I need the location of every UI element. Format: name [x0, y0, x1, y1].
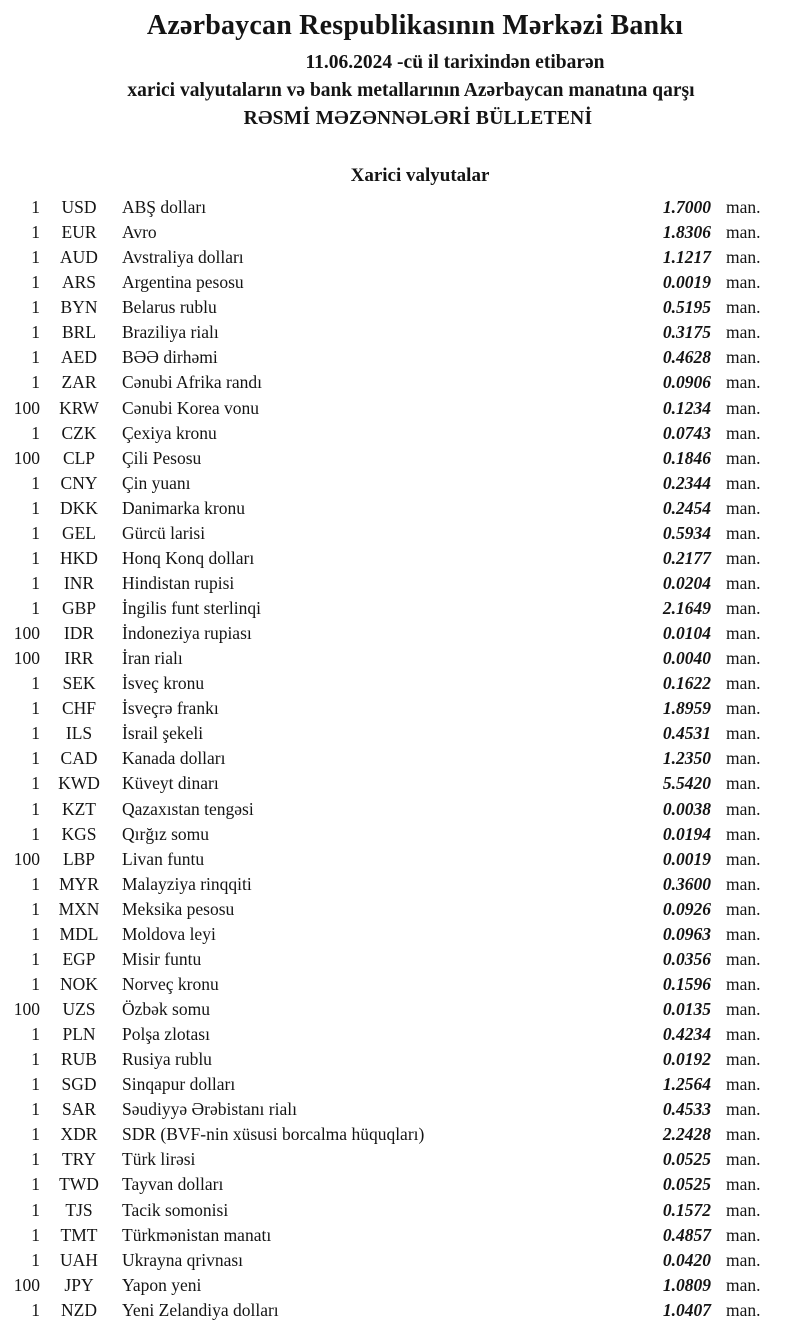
currency-name-cell: BƏƏ dirhəmi [122, 347, 218, 368]
currency-code-cell: DKK [60, 497, 98, 518]
table-row [0, 1047, 800, 1072]
quantity-cell: 1 [31, 347, 40, 368]
quantity-cell: 1 [31, 698, 40, 719]
rate-cell: 0.4857 [662, 1224, 711, 1245]
rate-cell: 1.0809 [662, 1274, 711, 1295]
rate-cell: 0.1572 [662, 1199, 711, 1220]
currency-name-cell: Qazaxıstan tengəsi [122, 798, 254, 819]
quantity-cell: 1 [31, 572, 40, 593]
rate-cell: 2.2428 [662, 1124, 711, 1145]
quantity-cell: 1 [31, 1049, 40, 1070]
unit-cell: man. [726, 698, 761, 719]
currency-name-cell: Honq Konq dolları [122, 547, 255, 568]
quantity-cell: 1 [31, 497, 40, 518]
bulletin-title: RƏSMİ MƏZƏNNƏLƏRİ BÜLLETENİ [243, 108, 593, 129]
table-row [0, 947, 800, 972]
currency-code-cell: USD [61, 197, 97, 217]
currency-name-cell: Səudiyyə Ərəbistanı rialı [122, 1099, 297, 1120]
currency-code-cell: IDR [63, 623, 95, 644]
currency-code-cell: TWD [59, 1174, 99, 1195]
currency-name-cell: Meksika pesosu [122, 898, 235, 919]
table-row [0, 270, 800, 295]
table-row [0, 546, 800, 571]
rate-cell: 0.0104 [662, 623, 711, 644]
currency-code-cell: CNY [60, 472, 98, 493]
currency-name-cell: Tayvan dolları [122, 1174, 224, 1195]
table-row [0, 421, 800, 446]
currency-name-cell: Çexiya kronu [122, 422, 217, 443]
effective-date-line: 11.06.2024 -cü il tarixindən etibarən [305, 52, 605, 73]
currency-name-cell: İndoneziya rupiası [122, 623, 252, 644]
quantity-cell: 1 [31, 372, 40, 393]
unit-cell: man. [726, 522, 761, 543]
quantity-cell: 100 [13, 623, 40, 644]
quantity-cell: 1 [31, 948, 40, 969]
table-row [0, 1298, 800, 1323]
table-row [0, 1122, 800, 1147]
subtitle-line: xarici valyutaların və bank metallarının Azərbaycan manatına qarşı [127, 80, 695, 101]
unit-cell: man. [726, 197, 761, 217]
currency-code-cell: SAR [61, 1099, 97, 1120]
quantity-cell: 100 [13, 648, 40, 669]
rate-cell: 0.0525 [662, 1149, 711, 1170]
quantity-cell: 1 [31, 823, 40, 844]
quantity-cell: 1 [31, 598, 40, 618]
rate-cell: 0.0743 [662, 422, 711, 443]
rate-cell: 0.2454 [662, 497, 711, 518]
quantity-cell: 1 [31, 1124, 40, 1145]
currency-name-cell: Hindistan rupisi [122, 572, 235, 593]
currency-code-cell: EGP [62, 948, 96, 969]
table-row [0, 1147, 800, 1172]
unit-cell: man. [726, 247, 761, 268]
unit-cell: man. [726, 973, 761, 994]
unit-cell: man. [726, 497, 761, 518]
quantity-cell: 1 [31, 297, 40, 318]
table-row [0, 671, 800, 696]
quantity-cell: 1 [31, 1299, 40, 1320]
table-row [0, 1273, 800, 1298]
bulletin-header [0, 8, 800, 132]
unit-cell: man. [726, 1249, 761, 1270]
quantity-cell: 1 [31, 1099, 40, 1120]
currency-code-cell: RUB [61, 1049, 97, 1070]
rate-cell: 0.0135 [662, 999, 711, 1019]
rate-cell: 0.0040 [662, 648, 711, 669]
currency-code-cell: LBP [62, 848, 96, 869]
currency-code-cell: TJS [65, 1199, 93, 1220]
currency-name-cell: İran rialı [122, 648, 183, 669]
quantity-cell: 1 [31, 748, 40, 769]
currency-name-cell: Sinqapur dolları [122, 1074, 236, 1095]
unit-cell: man. [726, 572, 761, 593]
table-row [0, 997, 800, 1022]
unit-cell: man. [726, 1024, 761, 1045]
currency-name-cell: Özbək somu [122, 999, 210, 1019]
rate-cell: 0.3175 [662, 322, 711, 343]
rate-cell: 0.0525 [662, 1174, 711, 1195]
table-row [0, 646, 800, 671]
quantity-cell: 100 [13, 999, 40, 1019]
quantity-cell: 1 [31, 1024, 40, 1045]
unit-cell: man. [726, 1274, 761, 1295]
currency-name-cell: Çin yuanı [122, 472, 191, 493]
rate-cell: 0.1846 [662, 447, 711, 468]
currency-name-cell: İsveçrə frankı [122, 698, 219, 719]
rate-cell: 0.0963 [662, 923, 711, 944]
currency-code-cell: UAH [60, 1249, 98, 1270]
currency-name-cell: Livan funtu [122, 848, 205, 869]
currency-code-cell: ZAR [61, 372, 97, 393]
rate-cell: 1.7000 [662, 197, 711, 217]
currency-name-cell: Qırğız somu [122, 823, 210, 844]
section-title-foreign-currencies: Xarici valyutalar [350, 165, 490, 186]
currency-name-cell: SDR (BVF-nin xüsusi borcalma hüquqları) [122, 1124, 425, 1145]
currency-code-cell: SGD [61, 1074, 97, 1095]
rate-cell: 0.0204 [662, 572, 711, 593]
quantity-cell: 1 [31, 798, 40, 819]
currency-name-cell: Ukrayna qrivnası [122, 1249, 244, 1270]
table-row [0, 1198, 800, 1223]
currency-code-cell: NOK [60, 973, 98, 994]
unit-cell: man. [726, 948, 761, 969]
currency-name-cell: Türkmənistan manatı [122, 1224, 272, 1245]
unit-cell: man. [726, 623, 761, 644]
currency-code-cell: ARS [61, 272, 97, 293]
rate-cell: 1.1217 [662, 247, 711, 268]
currency-name-cell: Tacik somonisi [122, 1199, 229, 1220]
unit-cell: man. [726, 773, 761, 794]
table-row [0, 746, 800, 771]
rate-cell: 0.0356 [662, 948, 711, 969]
currency-code-cell: KRW [59, 397, 99, 418]
unit-cell: man. [726, 1074, 761, 1095]
bank-title: Azərbaycan Respublikasının Mərkəzi Bankı [146, 10, 684, 41]
table-row [0, 922, 800, 947]
quantity-cell: 1 [31, 247, 40, 268]
table-row [0, 721, 800, 746]
unit-cell: man. [726, 898, 761, 919]
rate-cell: 0.1622 [662, 673, 711, 694]
rate-cell: 1.8306 [662, 222, 711, 243]
currency-name-cell: ABŞ dolları [122, 197, 207, 217]
rate-cell: 1.2350 [662, 748, 711, 769]
rate-cell: 0.4533 [662, 1099, 711, 1120]
currency-code-cell: AED [61, 347, 97, 368]
currency-code-cell: KZT [61, 798, 97, 819]
rate-cell: 0.5934 [662, 522, 711, 543]
currency-code-cell: HKD [60, 547, 98, 568]
quantity-cell: 1 [31, 422, 40, 443]
rate-cell: 0.0906 [662, 372, 711, 393]
quantity-cell: 1 [31, 1199, 40, 1220]
table-row [0, 822, 800, 847]
unit-cell: man. [726, 347, 761, 368]
table-row [0, 1248, 800, 1273]
unit-cell: man. [726, 297, 761, 318]
currency-code-cell: CZK [61, 422, 97, 443]
currency-rates-table [0, 195, 800, 1323]
quantity-cell: 1 [31, 322, 40, 343]
currency-code-cell: XDR [60, 1124, 98, 1145]
unit-cell: man. [726, 547, 761, 568]
table-row [0, 872, 800, 897]
currency-code-cell: KWD [58, 773, 100, 794]
table-row [0, 370, 800, 395]
quantity-cell: 1 [31, 898, 40, 919]
table-row [0, 396, 800, 421]
table-row [0, 446, 800, 471]
unit-cell: man. [726, 598, 761, 618]
unit-cell: man. [726, 823, 761, 844]
rate-cell: 0.0038 [662, 798, 711, 819]
quantity-cell: 1 [31, 472, 40, 493]
rate-cell: 0.2344 [662, 472, 711, 493]
rate-cell: 0.0420 [662, 1249, 711, 1270]
table-row [0, 1097, 800, 1122]
quantity-cell: 1 [31, 1224, 40, 1245]
unit-cell: man. [726, 1174, 761, 1195]
quantity-cell: 1 [31, 873, 40, 894]
quantity-cell: 1 [31, 547, 40, 568]
rate-cell: 0.4234 [662, 1024, 711, 1045]
currency-name-cell: Cənubi Afrika randı [122, 372, 262, 393]
currency-name-cell: Kanada dolları [122, 748, 226, 769]
quantity-cell: 1 [31, 197, 40, 217]
currency-code-cell: CHF [61, 698, 97, 719]
table-row [0, 571, 800, 596]
currency-code-cell: CAD [60, 748, 98, 769]
rate-cell: 0.0192 [662, 1049, 711, 1070]
currency-name-cell: Çili Pesosu [122, 447, 202, 468]
rate-cell: 0.1596 [662, 973, 711, 994]
currency-name-cell: Rusiya rublu [122, 1049, 212, 1070]
quantity-cell: 1 [31, 1149, 40, 1170]
quantity-cell: 1 [31, 723, 40, 744]
currency-code-cell: PLN [62, 1024, 96, 1045]
table-row [0, 1223, 800, 1248]
unit-cell: man. [726, 1149, 761, 1170]
currency-name-cell: Danimarka kronu [122, 497, 245, 518]
table-row [0, 847, 800, 872]
currency-name-cell: Braziliya rialı [122, 322, 219, 343]
table-row [0, 320, 800, 345]
table-row [0, 496, 800, 521]
unit-cell: man. [726, 723, 761, 744]
unit-cell: man. [726, 923, 761, 944]
unit-cell: man. [726, 848, 761, 869]
currency-code-cell: NZD [61, 1299, 97, 1320]
unit-cell: man. [726, 372, 761, 393]
table-row [0, 797, 800, 822]
unit-cell: man. [726, 1049, 761, 1070]
currency-code-cell: GBP [61, 598, 97, 618]
currency-name-cell: Cənubi Korea vonu [122, 397, 260, 418]
currency-code-cell: KGS [61, 823, 97, 844]
currency-name-cell: İngilis funt sterlinqi [122, 598, 262, 618]
currency-name-cell: Küveyt dinarı [122, 773, 219, 794]
table-row [0, 1072, 800, 1097]
rate-cell: 0.0019 [662, 848, 711, 869]
quantity-cell: 1 [31, 1249, 40, 1270]
table-row [0, 521, 800, 546]
unit-cell: man. [726, 447, 761, 468]
quantity-cell: 1 [31, 773, 40, 794]
table-row [0, 771, 800, 796]
rate-cell: 0.0019 [662, 272, 711, 293]
unit-cell: man. [726, 397, 761, 418]
unit-cell: man. [726, 648, 761, 669]
rate-cell: 0.0926 [662, 898, 711, 919]
quantity-cell: 1 [31, 923, 40, 944]
currency-code-cell: MXN [58, 898, 100, 919]
table-row [0, 972, 800, 997]
quantity-cell: 1 [31, 522, 40, 543]
rate-cell: 0.5195 [662, 297, 711, 318]
unit-cell: man. [726, 322, 761, 343]
currency-code-cell: MYR [59, 873, 99, 894]
rate-cell: 0.3600 [662, 873, 711, 894]
currency-name-cell: Avstraliya dolları [122, 247, 244, 268]
currency-code-cell: BRL [61, 322, 97, 343]
quantity-cell: 1 [31, 222, 40, 243]
unit-cell: man. [726, 999, 761, 1019]
currency-name-cell: Misir funtu [122, 948, 202, 969]
unit-cell: man. [726, 472, 761, 493]
currency-code-cell: UZS [62, 999, 96, 1019]
table-row [0, 1022, 800, 1047]
unit-cell: man. [726, 1199, 761, 1220]
unit-cell: man. [726, 873, 761, 894]
unit-cell: man. [726, 1224, 761, 1245]
currency-code-cell: SEK [62, 673, 96, 694]
currency-code-cell: ILS [65, 723, 93, 744]
currency-name-cell: İsveç kronu [122, 673, 205, 694]
table-row [0, 596, 800, 621]
rate-cell: 0.0194 [662, 823, 711, 844]
currency-code-cell: MDL [59, 923, 99, 944]
currency-code-cell: EUR [61, 222, 97, 243]
currency-code-cell: CLP [62, 447, 96, 468]
currency-name-cell: Gürcü larisi [122, 522, 206, 543]
quantity-cell: 1 [31, 973, 40, 994]
unit-cell: man. [726, 422, 761, 443]
table-row [0, 195, 800, 220]
currency-name-cell: Argentina pesosu [122, 272, 244, 293]
currency-name-cell: Norveç kronu [122, 973, 219, 994]
rate-cell: 0.4531 [662, 723, 711, 744]
rate-cell: 0.4628 [662, 347, 711, 368]
rate-cell: 1.2564 [662, 1074, 711, 1095]
unit-cell: man. [726, 222, 761, 243]
quantity-cell: 1 [31, 272, 40, 293]
currency-code-cell: INR [63, 572, 95, 593]
quantity-cell: 100 [13, 1274, 40, 1295]
table-row [0, 345, 800, 370]
table-row [0, 245, 800, 270]
currency-code-cell: BYN [60, 297, 98, 318]
currency-name-cell: Türk lirəsi [122, 1149, 196, 1170]
rate-cell: 1.8959 [662, 698, 711, 719]
table-row [0, 1172, 800, 1197]
table-row [0, 471, 800, 496]
currency-code-cell: TMT [60, 1224, 98, 1245]
rate-cell: 1.0407 [662, 1299, 711, 1320]
currency-name-cell: Malayziya rinqqiti [122, 873, 252, 894]
currency-name-cell: İsrail şekeli [122, 723, 204, 744]
currency-name-cell: Polşa zlotası [122, 1024, 210, 1045]
currency-name-cell: Yeni Zelandiya dolları [122, 1299, 279, 1320]
quantity-cell: 100 [13, 848, 40, 869]
currency-code-cell: IRR [64, 648, 94, 669]
quantity-cell: 1 [31, 1074, 40, 1095]
table-row [0, 897, 800, 922]
unit-cell: man. [726, 1299, 761, 1320]
currency-name-cell: Moldova leyi [122, 923, 216, 944]
quantity-cell: 100 [13, 397, 40, 418]
rate-cell: 0.2177 [662, 547, 711, 568]
unit-cell: man. [726, 1124, 761, 1145]
quantity-cell: 1 [31, 1174, 40, 1195]
unit-cell: man. [726, 1099, 761, 1120]
unit-cell: man. [726, 272, 761, 293]
currency-name-cell: Belarus rublu [122, 297, 217, 318]
quantity-cell: 1 [31, 673, 40, 694]
quantity-cell: 100 [13, 447, 40, 468]
currency-code-cell: JPY [64, 1274, 94, 1295]
table-row [0, 696, 800, 721]
unit-cell: man. [726, 673, 761, 694]
table-row [0, 220, 800, 245]
rate-cell: 5.5420 [662, 773, 711, 794]
unit-cell: man. [726, 748, 761, 769]
rate-cell: 2.1649 [662, 598, 711, 618]
unit-cell: man. [726, 798, 761, 819]
currency-name-cell: Yapon yeni [122, 1274, 202, 1295]
rate-cell: 0.1234 [662, 397, 711, 418]
table-row [0, 621, 800, 646]
currency-code-cell: TRY [61, 1149, 97, 1170]
currency-code-cell: GEL [61, 522, 97, 543]
table-row [0, 295, 800, 320]
currency-name-cell: Avro [122, 222, 157, 243]
currency-code-cell: AUD [60, 247, 98, 268]
